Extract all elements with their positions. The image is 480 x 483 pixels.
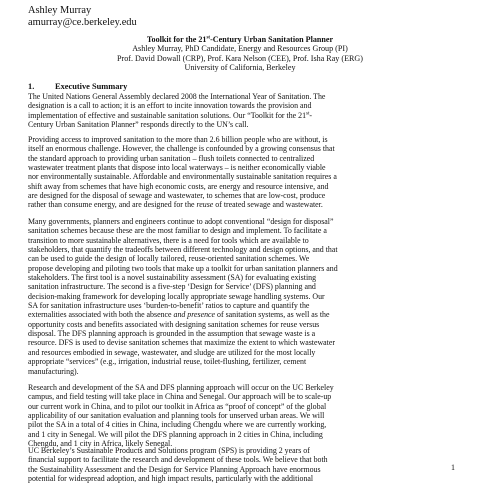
p3-line: opportunity costs and benefits associated with designing sanitation schemes for reuse versus xyxy=(28,319,320,329)
p3-line: Many governments, planners and engineers continue to adopt conventional “design for disposal” xyxy=(28,217,334,226)
p2-line: nor environmentally sustainable. Affordable and environmentally sustainable sanitation requires a xyxy=(28,172,337,182)
p5-line: financial support to facilitate the research and development of these tools. We believe that both xyxy=(28,455,328,465)
p3-line: and resources embodied in sewage, wastewater, and sludge are utilized for the most locally xyxy=(28,347,316,357)
p4-line: our current work in China, and to pilot our toolkit in Africa as “proof of concept” of the global xyxy=(28,401,327,411)
p4-line: campus, and field testing will take place in China and Senegal. Our approach will be to scale-up xyxy=(28,392,332,402)
p3-line: SA for sanitation infrastructure uses ‘burden-to-benefit’ ratios to capture and quantify the xyxy=(28,301,310,311)
p3-line-text: externalities associated with both the absence xyxy=(28,310,174,320)
author-name: Ashley Murray xyxy=(28,5,92,16)
p3-line xyxy=(28,310,329,319)
title-professors-line: Prof. David Dowall (CRP), Prof. Kara Nelson (CEE), Prof. Isha Ray (ERG) xyxy=(117,53,363,63)
paragraph-4 xyxy=(28,383,456,448)
p3-line: sanitation infrastructure. The second is a five-step ‘Design for Service’ (DFS) planning and xyxy=(28,282,316,292)
p4-line: Research and development of the SA and DFS planning approach will occur on the UC Berkeley xyxy=(28,383,334,392)
author-block xyxy=(28,5,137,29)
p1-superscript: st xyxy=(306,111,310,117)
author-email: amurray@ce.berkeley.edu xyxy=(28,17,137,28)
p1-line: designation is a call to action; it is an effort to incite innovation towards the provision and xyxy=(28,101,312,111)
p4-line: and 1 city in Senegal. We will pilot the DFS planning approach in 2 cities in China, including xyxy=(28,429,323,439)
p3-line: appropriate “services” (e.g., irrigation, industrial reuse, toilet-flushing, fertilizer, cement xyxy=(28,357,307,367)
section-heading xyxy=(28,82,127,91)
p1-line: Century Urban Sanitation Planner” responds directly to the UN’s call. xyxy=(28,120,249,130)
p2-line: Providing access to improved sanitation to the more than 2.6 billion people who are without, is xyxy=(28,135,328,144)
p2-line-tail: of treated sewage and wastewater. xyxy=(213,200,323,210)
p5-line: the Sustainability Assessment and the Design for Service Planning Approach have enormous xyxy=(28,464,321,474)
paragraph-2 xyxy=(28,135,456,210)
p1-line xyxy=(28,111,312,120)
p2-line xyxy=(28,200,323,209)
p5-line: potential for widespread adoption, and high impact results, particularly with the additional xyxy=(28,474,314,483)
p3-line: transition to more sustainable alternatives, there is a need for tools which are available to xyxy=(28,235,309,245)
p2-line: are designed for the disposal of sewage and wastewater, to schemes that are low-cost, produce xyxy=(28,191,326,201)
p4-line: Chengdu, and 1 city in Africa, likely Senegal. xyxy=(28,439,173,449)
section-number: 1. xyxy=(28,82,35,91)
paragraph-5 xyxy=(28,446,456,483)
p1-line-tail: - xyxy=(309,110,313,120)
p2-line: the standard approach to providing urban sanitation – flush toilets connected to centralized xyxy=(28,153,315,163)
p3-line: decision-making framework for developing locally appropriate sewage handling systems. Our xyxy=(28,291,325,301)
title-text-after: -Century Urban Sanitation Planner xyxy=(210,35,334,44)
p2-line: wastewater treatment plants that dispose into local waterways – is neither economically viable xyxy=(28,163,326,173)
paragraph-1 xyxy=(28,92,456,129)
p3-line: stakeholders, that quantify the tradeoffs between different technology and design options, and that xyxy=(28,245,338,255)
p4-line: applicability of our sanitation evaluation and planning tools for unserved urban areas. We will xyxy=(28,411,325,421)
section-title: Executive Summary xyxy=(55,82,128,91)
title-authors-line: Ashley Murray, PhD Candidate, Energy and Resources Group (PI) xyxy=(132,44,348,54)
document-title xyxy=(28,35,452,44)
p4-line: pilot the SA in a total of 4 cities in China, including Chengdu where we are currently working, xyxy=(28,420,327,430)
p3-line: disposal. The DFS planning approach is grounded in the assumption that sewage waste is a xyxy=(28,329,316,339)
p3-line: resource. DFS is used to devise sanitation schemes that maximize the extent to which wastewater xyxy=(28,338,335,348)
p3-line: sanitation schemes because these are the most familiar to design and implement. To facilitate a xyxy=(28,226,327,236)
p3-emphasis: and presence xyxy=(173,310,216,320)
p2-line-text: rather than consume energy, and are designed for the xyxy=(28,200,197,210)
p3-line-tail: of sanitation systems, as well as the xyxy=(215,310,330,320)
p3-line: stakeholders. The first tool is a novel sustainability assessment (SA) for evaluating existing xyxy=(28,273,317,283)
p1-line-text: implementation of effective and sustainable sanitation solutions. Our “Toolkit for the 21 xyxy=(28,110,307,120)
paragraph-3 xyxy=(28,217,456,376)
title-text-before: Toolkit for the 21 xyxy=(146,35,207,44)
p3-line: propose developing and piloting two tools that make up a toolkit for urban sanitation planners and xyxy=(28,263,338,273)
title-superscript: st xyxy=(206,35,211,41)
p3-line: can be used to guide the design of locally tailored, reuse-oriented sanitation schemes. We xyxy=(28,254,310,264)
p2-line: itself an enormous challenge. However, the challenge is confounded by a growing consensus that xyxy=(28,144,335,154)
page-number: 1 xyxy=(451,463,455,472)
p2-emphasis: reuse xyxy=(196,200,214,210)
title-block xyxy=(28,35,452,73)
title-university-line: University of California, Berkeley xyxy=(184,63,296,73)
p5-line: UC Berkeley’s Sustainable Products and Solutions program (SPS) is providing 2 years of xyxy=(28,446,310,455)
p3-line: manufacturing). xyxy=(28,366,79,376)
p1-line: The United Nations General Assembly declared 2008 the International Year of Sanitation. The xyxy=(28,92,326,101)
p2-line: shift away from schemes that have high economic costs, are energy and resource intensive, and xyxy=(28,181,329,191)
